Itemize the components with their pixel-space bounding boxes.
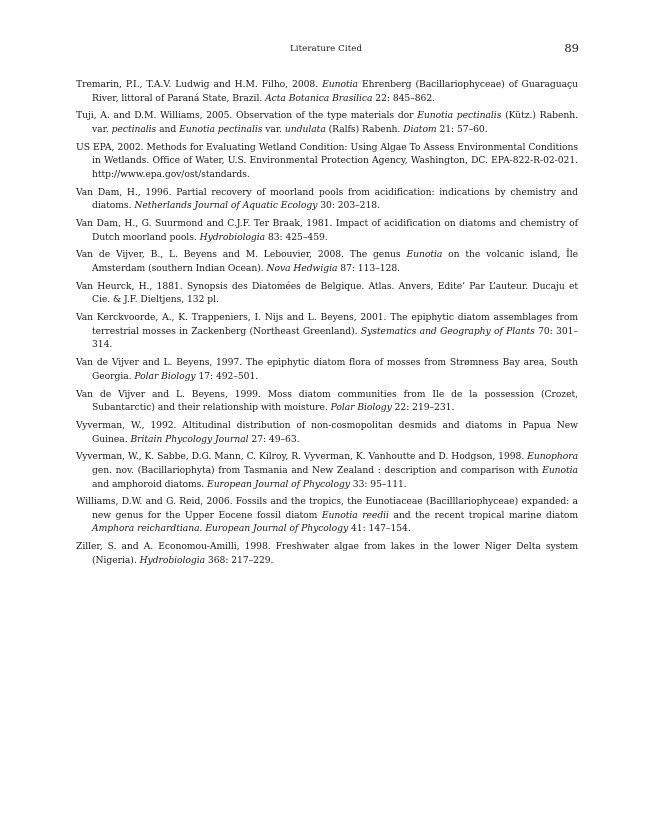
reference-italic-text: Nova Hedwigia — [266, 263, 338, 275]
reference-text: 22: 845–862. — [372, 92, 436, 104]
reference-italic-text: Polar Biology — [134, 370, 196, 382]
reference-italic-text: Eunophora — [527, 451, 578, 463]
reference-italic-text: undulata — [284, 123, 326, 135]
reference-text: 70: 301–314. — [92, 325, 578, 351]
reference-entry — [76, 78, 578, 105]
reference-italic-text: Eunotia — [406, 249, 443, 261]
reference-text: gen. nov. (Bacillariophyta) from Tasmania and New Zealand : description and comparison with — [92, 464, 543, 476]
reference-entry — [76, 356, 578, 383]
reference-text: . — [199, 523, 206, 535]
reference-text: 21: 57–60. — [436, 123, 488, 135]
reference-italic-text: Eunotia pectinalis — [417, 110, 502, 122]
reference-text: Vyverman, W., 1992. Altitudinal distribution of non-cosmopolitan desmids and diatoms in Papua New Guinea. — [76, 419, 578, 445]
reference-text: Van Heurck, H., 1881. Synopsis des Diatomées de Belgique. Atlas. Anvers, Edite’ Par L’auteur. Ducaju et Cie. & J.F. Dieltjens, 132 pl. — [76, 280, 578, 306]
reference-text: 27: 49–63. — [248, 433, 300, 445]
reference-italic-text: Amphora reichardtiana — [92, 523, 200, 535]
reference-text: (Ralfs) Rabenh. — [325, 123, 404, 135]
reference-text: 30: 203–218. — [317, 200, 380, 212]
reference-text: Van de Vijver, B., L. Beyens and M. Lebouvier, 2008. The genus — [76, 249, 407, 261]
page-number: 89 — [564, 41, 579, 55]
reference-text: 87: 113–128. — [337, 263, 400, 275]
reference-italic-text: Eunotia pectinalis — [179, 123, 263, 135]
reference-entry — [76, 280, 578, 307]
reference-entry — [76, 311, 578, 352]
reference-italic-text: pectinalis — [111, 123, 157, 135]
reference-italic-text: Eunotia reedii — [321, 509, 389, 521]
reference-text: (Kütz.) Rabenh. var. — [92, 110, 578, 135]
reference-entry — [76, 109, 578, 136]
reference-text: on the volcanic island, Île Amsterdam (southern Indian Ocean). — [92, 249, 578, 275]
reference-entry — [76, 141, 578, 182]
reference-italic-text: European Journal of Phycology — [207, 478, 350, 490]
reference-text: Van Dam, H., G. Suurmond and C.J.F. Ter Braak, 1981. Impact of acidification on diatoms and chemistry of Dutch moorland pools. — [76, 218, 578, 243]
reference-entry — [76, 388, 578, 415]
reference-text: 41: 147–154. — [348, 523, 411, 535]
reference-text: var. — [262, 123, 285, 135]
reference-text: 22: 219–231. — [391, 402, 455, 414]
reference-text: Van Kerckvoorde, A., K. Trappeniers, I. Nijs and L. Beyens, 2001. The epiphytic diatom assemblages from terrestrial mosses in Zackenberg (Northeast Greenland). — [76, 312, 578, 337]
reference-text: and amphoroid diatoms. — [92, 478, 208, 490]
reference-entry — [76, 495, 578, 536]
reference-text: US EPA, 2002. Methods for Evaluating Wetland Condition: Using Algae To Assess Environmental Conditions in Wetlands. Office of Water, U.S. Environmental Protection Agency, Washington, DC. EPA-822-R-02-021. http://www.epa.gov/ost/standards. — [76, 141, 578, 180]
reference-text: 83: 425–459. — [265, 231, 328, 243]
reference-text: Vyverman, W., K. Sabbe, D.G. Mann, C. Kilroy, R. Vyverman, K. Vanhoutte and D. Hodgson, 1998. — [76, 451, 528, 463]
reference-entry — [76, 450, 578, 491]
reference-entry — [76, 540, 578, 567]
reference-text: Tuji, A. and D.M. Williams, 2005. Observation of the type materials dor — [76, 110, 418, 122]
reference-italic-text: Netherlands Journal of Aquatic Ecology — [134, 200, 318, 212]
reference-text: Ehrenberg (Bacillariophyceae) of Guaraguaçu River, littoral of Paraná State, Brazil. — [92, 79, 578, 104]
reference-italic-text: Polar Biology — [330, 402, 392, 414]
reference-text: and the recent tropical marine diatom — [388, 509, 578, 521]
reference-entry — [76, 248, 578, 275]
reference-list — [76, 78, 578, 572]
reference-text: 33: 95–111. — [349, 478, 407, 490]
reference-italic-text: Hydrobiologia — [199, 231, 266, 243]
running-title: Literature Cited — [289, 44, 363, 54]
reference-italic-text: Eunotia — [322, 79, 358, 90]
reference-text: Van Dam, H., 1996. Partial recovery of moorland pools from acidification: indications by chemistry and diatoms. — [76, 186, 578, 212]
reference-italic-text: European Journal of Phycology — [205, 523, 349, 535]
reference-text: Van de Vijver and L. Beyens, 1997. The epiphytic diatom flora of mosses from Strømness Bay area, South Georgia. — [76, 357, 578, 382]
reference-text: Tremarin, P.I., T.A.V. Ludwig and H.M. Filho, 2008. — [76, 79, 323, 90]
reference-italic-text: Hydrobiologia — [139, 554, 206, 566]
reference-text: and — [156, 123, 180, 135]
reference-italic-text: Acta Botanica Brasilica — [265, 92, 373, 104]
reference-entry — [76, 186, 578, 213]
reference-italic-text: Systematics and Geography of Plants — [360, 325, 535, 337]
reference-text: 17: 492–501. — [195, 370, 259, 382]
reference-italic-text: Eunotia — [542, 464, 578, 476]
reference-italic-text: Britain Phycology Journal — [130, 433, 249, 445]
reference-text: Ziller, S. and A. Economou-Amilli, 1998. Freshwater algae from lakes in the lower Niger Delta system (Nigeria). — [76, 541, 578, 566]
reference-text: 368: 217–229. — [205, 554, 274, 566]
reference-text: Williams, D.W. and G. Reid, 2006. Fossils and the tropics, the Eunotiaceae (Bacilllariophyceae) expanded: a new genus for the Upper Eocene fossil diatom — [76, 496, 578, 521]
reference-text: Van de Vijver and L. Beyens, 1999. Moss diatom communities from Ile de la possession (Crozet, Subantarctic) and their relationship with moisture. — [76, 388, 578, 414]
running-head — [0, 41, 652, 58]
reference-entry — [76, 419, 578, 446]
reference-italic-text: Diatom — [403, 123, 437, 135]
reference-entry — [76, 217, 578, 244]
